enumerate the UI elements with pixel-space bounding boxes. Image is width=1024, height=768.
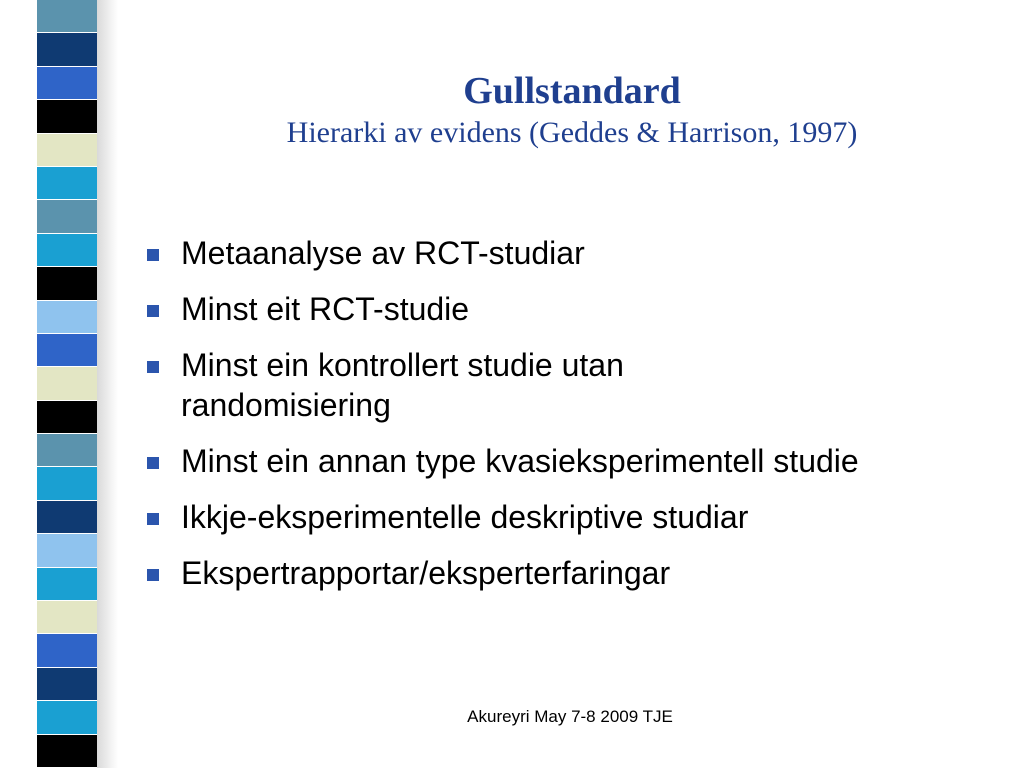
bullet-text: Metaanalyse av RCT-studiar: [181, 235, 585, 271]
bullet-text: Minst ein kontrollert studie utan randomisiering: [181, 347, 624, 423]
list-item: [140, 233, 940, 273]
strip-block: [37, 234, 97, 267]
list-item: [140, 345, 801, 425]
list-item: [140, 441, 961, 481]
list-item: [140, 289, 940, 329]
strip-block: [37, 434, 97, 467]
strip-block: [37, 401, 97, 434]
strip-block: [37, 735, 97, 768]
slide-title: Gullstandard: [463, 70, 681, 112]
slide-subtitle: Hierarki av evidens (Geddes & Harrison, 1997): [286, 116, 858, 149]
strip-blocks: [37, 0, 97, 768]
strip-block: [37, 0, 97, 33]
strip-block: [37, 467, 97, 500]
title-area: [120, 68, 1024, 152]
strip-block: [37, 568, 97, 601]
square-bullet-icon: [147, 361, 159, 373]
strip-block: [37, 200, 97, 233]
strip-block: [37, 267, 97, 300]
strip-block: [37, 134, 97, 167]
list-item: [140, 497, 940, 537]
square-bullet-icon: [147, 249, 159, 261]
strip-block: [37, 367, 97, 400]
strip-block: [37, 634, 97, 667]
square-bullet-icon: [147, 457, 159, 469]
bullet-text: Ekspertrapportar/eksperterfaringar: [181, 555, 671, 591]
strip-shadow: [97, 0, 118, 768]
strip-block: [37, 100, 97, 133]
bullet-text: Ikkje-eksperimentelle deskriptive studiar: [181, 499, 749, 535]
bullet-text: Minst eit RCT-studie: [181, 291, 470, 327]
strip-block: [37, 334, 97, 367]
square-bullet-icon: [147, 513, 159, 525]
strip-block: [37, 33, 97, 66]
decorative-strip: [0, 0, 118, 768]
strip-block: [37, 501, 97, 534]
list-item: [140, 553, 940, 593]
strip-block: [37, 301, 97, 334]
strip-block: [37, 701, 97, 734]
strip-block: [37, 167, 97, 200]
strip-block: [37, 668, 97, 701]
square-bullet-icon: [147, 569, 159, 581]
bullet-text: Minst ein annan type kvasieksperimentell studie: [181, 443, 859, 479]
strip-block: [37, 601, 97, 634]
square-bullet-icon: [147, 305, 159, 317]
strip-block: [37, 67, 97, 100]
slide-footer: Akureyri May 7-8 2009 TJE: [467, 707, 673, 726]
strip-block: [37, 534, 97, 567]
bullet-list: [140, 233, 940, 609]
